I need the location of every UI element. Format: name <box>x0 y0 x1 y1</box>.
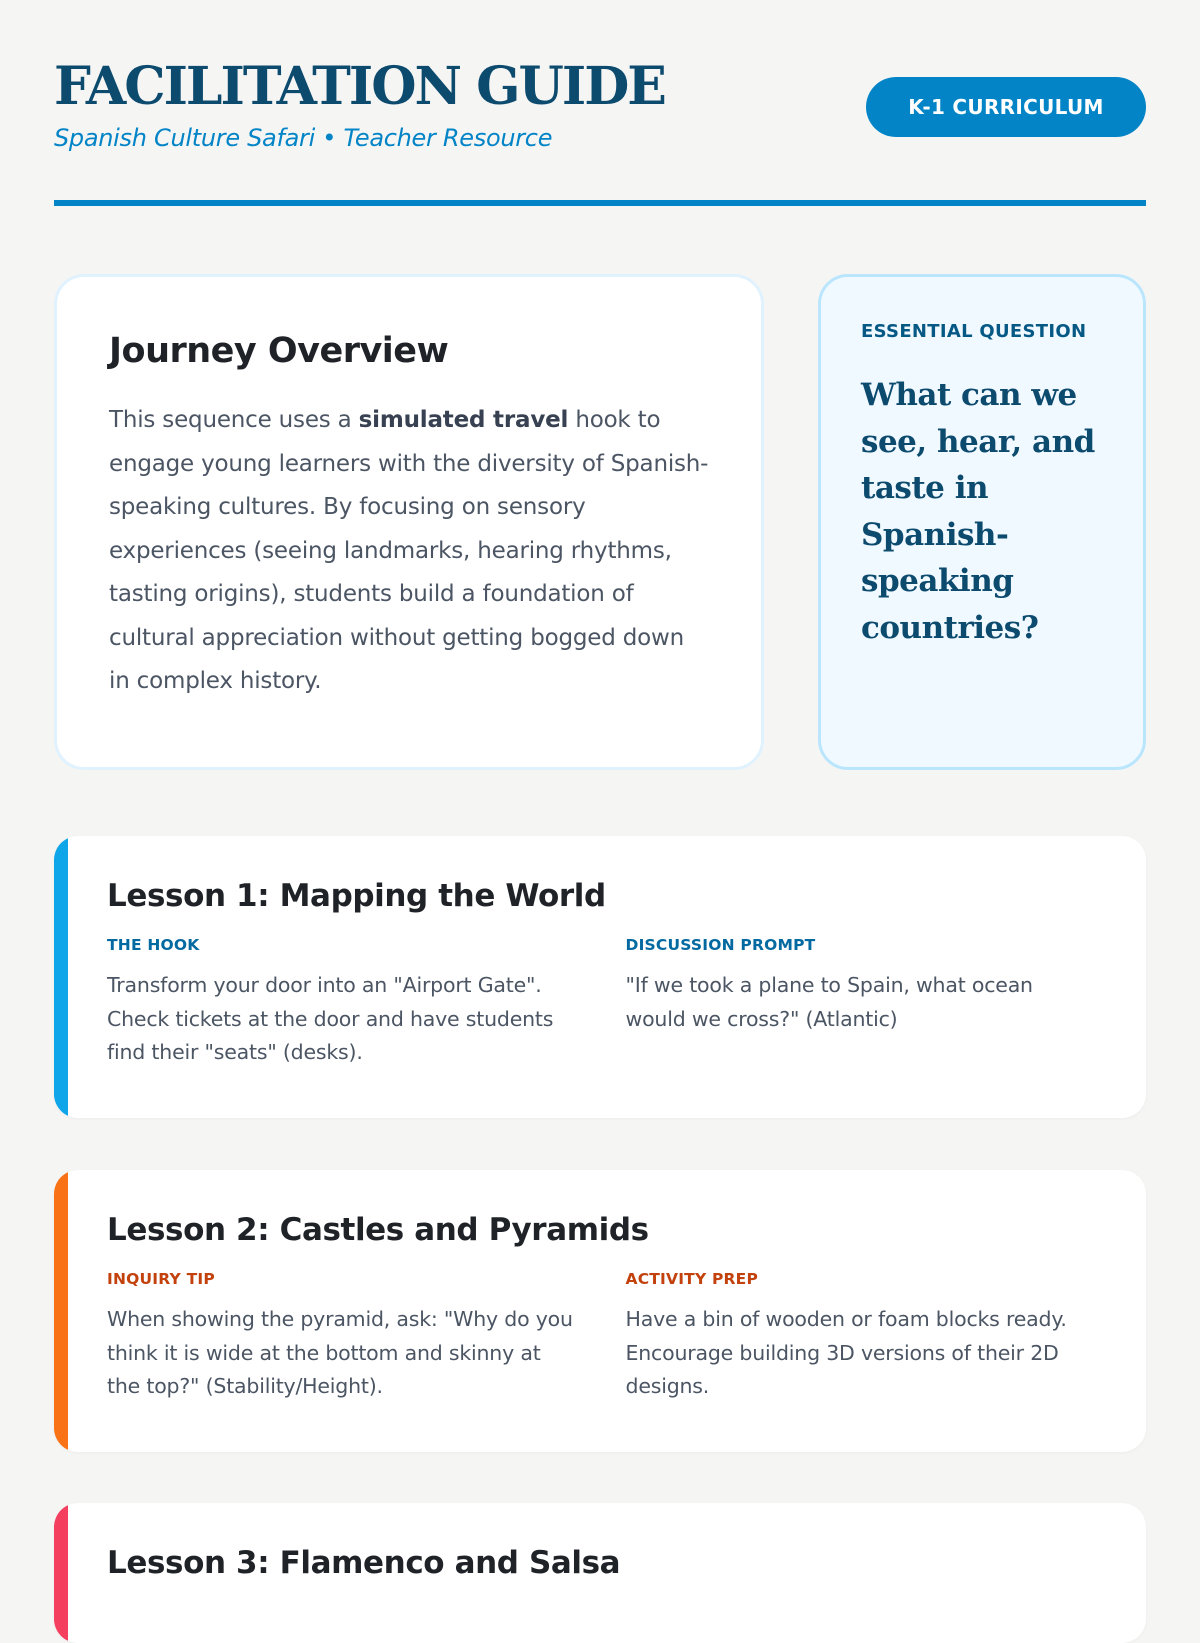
lesson-column-label: INQUIRY TIP <box>107 1270 215 1288</box>
lesson-column-label: THE HOOK <box>107 936 200 954</box>
page-subtitle: Spanish Culture Safari • Teacher Resource <box>54 124 553 152</box>
lesson-title: Lesson 1: Mapping the World <box>107 878 606 914</box>
lesson-column <box>626 936 1097 1070</box>
essential-question-card <box>818 274 1146 770</box>
essential-question-label: ESSENTIAL QUESTION <box>861 321 1087 342</box>
lesson-title: Lesson 3: Flamenco and Salsa <box>107 1545 621 1581</box>
overview-text <box>109 399 711 704</box>
overview-heading: Journey Overview <box>109 331 449 371</box>
lesson-card-2 <box>54 1170 1146 1452</box>
lesson-accent-bar <box>54 1170 68 1452</box>
lesson-column-text: Transform your door into an "Airport Gate". Check tickets at the door and have students find their "seats" (desks). <box>107 973 554 1064</box>
lesson-card-3 <box>54 1503 1146 1643</box>
lesson-columns <box>107 936 1096 1070</box>
page-header <box>54 0 1146 206</box>
lesson-column-text: Have a bin of wooden or foam blocks ready. Encourage building 3D versions of their 2D designs. <box>625 1307 1067 1398</box>
lesson-accent-bar <box>54 1503 68 1643</box>
journey-overview-card <box>54 274 764 770</box>
lesson-column <box>107 936 578 1070</box>
overview-text-emphasis: simulated travel <box>358 407 569 433</box>
lesson-column-text: "If we took a plane to Spain, what ocean would we cross?" (Atlantic) <box>625 973 1033 1031</box>
intro-row <box>54 274 1146 770</box>
page-title: FACILITATION GUIDE <box>54 56 665 117</box>
curriculum-badge: K-1 CURRICULUM <box>866 77 1146 137</box>
lesson-column <box>107 1270 578 1404</box>
overview-text-rest: hook to engage young learners with the diversity of Spanish-speaking cultures. By focusing on sensory experiences (seeing landmarks, hearing rhythms, tasting origins), students build a foundation of cultural appreciation without getting bogged down in complex history. <box>109 407 709 694</box>
lesson-title: Lesson 2: Castles and Pyramids <box>107 1212 649 1248</box>
lesson-accent-bar <box>54 836 68 1118</box>
lesson-columns <box>107 1270 1096 1404</box>
overview-text-lead: This sequence uses a <box>109 407 359 433</box>
lesson-column-label: ACTIVITY PREP <box>625 1270 759 1288</box>
lesson-card-1 <box>54 836 1146 1118</box>
essential-question-text: What can we see, hear, and taste in Spanish-speaking countries? <box>861 377 1095 646</box>
lesson-column-label: DISCUSSION PROMPT <box>625 936 816 954</box>
header-divider <box>54 200 1146 206</box>
lesson-column <box>626 1270 1097 1404</box>
lesson-column-text: When showing the pyramid, ask: "Why do you think it is wide at the bottom and skinny at the top?" (Stability/Height). <box>107 1307 573 1398</box>
